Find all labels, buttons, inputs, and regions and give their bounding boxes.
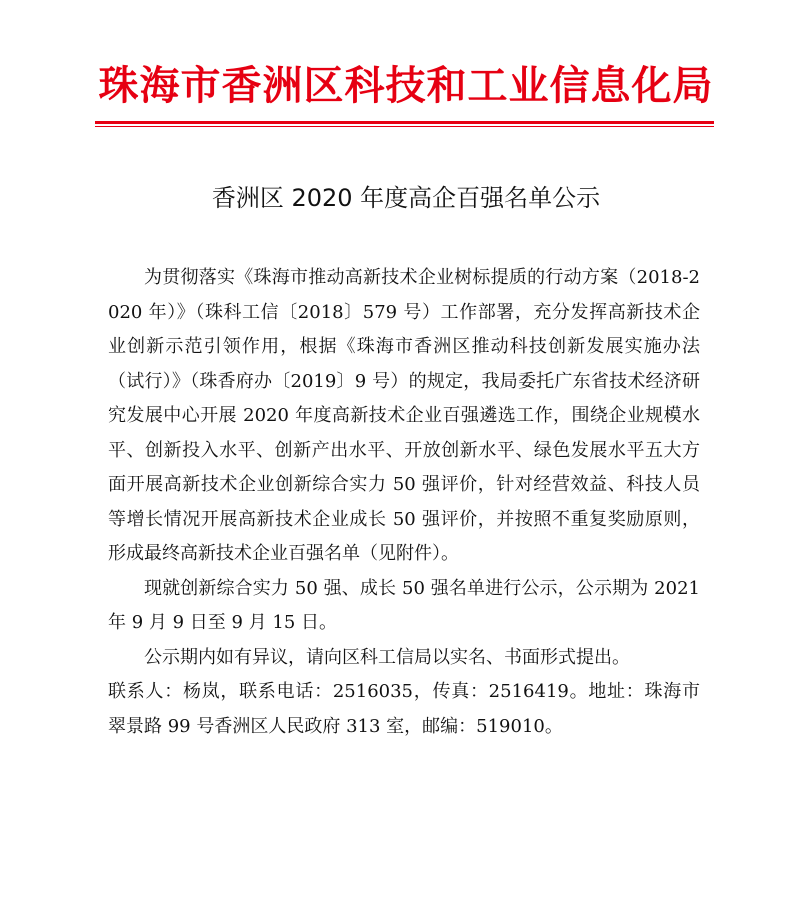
document-body <box>108 261 700 744</box>
paragraph-contact: 联系人：杨岚，联系电话：2516035，传真：2516419。地址：珠海市翠景路 99 号香洲区人民政府 313 室，邮编：519010。 <box>108 681 700 737</box>
paragraph-objection: 公示期内如有异议，请向区科工信局以实名、书面形式提出。 <box>144 646 630 668</box>
paragraph-publicity-period: 现就创新综合实力 50 强、成长 50 强名单进行公示，公示期为 2021 年 9 月 9 日至 9 月 15 日。 <box>108 577 700 633</box>
document-title: 香洲区 2020 年度高企百强名单公示 <box>211 184 601 212</box>
letterhead-rule-thin <box>95 126 714 127</box>
letterhead-org-name: 珠海市香洲区科技和工业信息化局 <box>98 62 714 109</box>
letterhead-rule-thick <box>95 121 714 124</box>
paragraph-background: 为贯彻落实《珠海市推动高新技术企业树标提质的行动方案（2018-2020 年）》（珠科工信〔2018〕579 号）工作部署，充分发挥高新技术企业创新示范引领作用，根据《珠海市香洲区推动科技创新发展实施办法（试行）》（珠香府办〔2019〕9 号）的规定，我局委托广东省技术经济研究发展中心开展 2020 年度高新技术企业百强遴选工作，围绕企业规模水平、创新投入水平、创新产出水平、开放创新水平、绿色发展水平五大方面开展高新技术企业创新综合实力 50 强评价，针对经营效益、科技人员等增长情况开展高新技术企业成长 50 强评价，并按照不重复奖励原则，形成最终高新技术企业百强名单（见附件）。 <box>108 267 700 564</box>
